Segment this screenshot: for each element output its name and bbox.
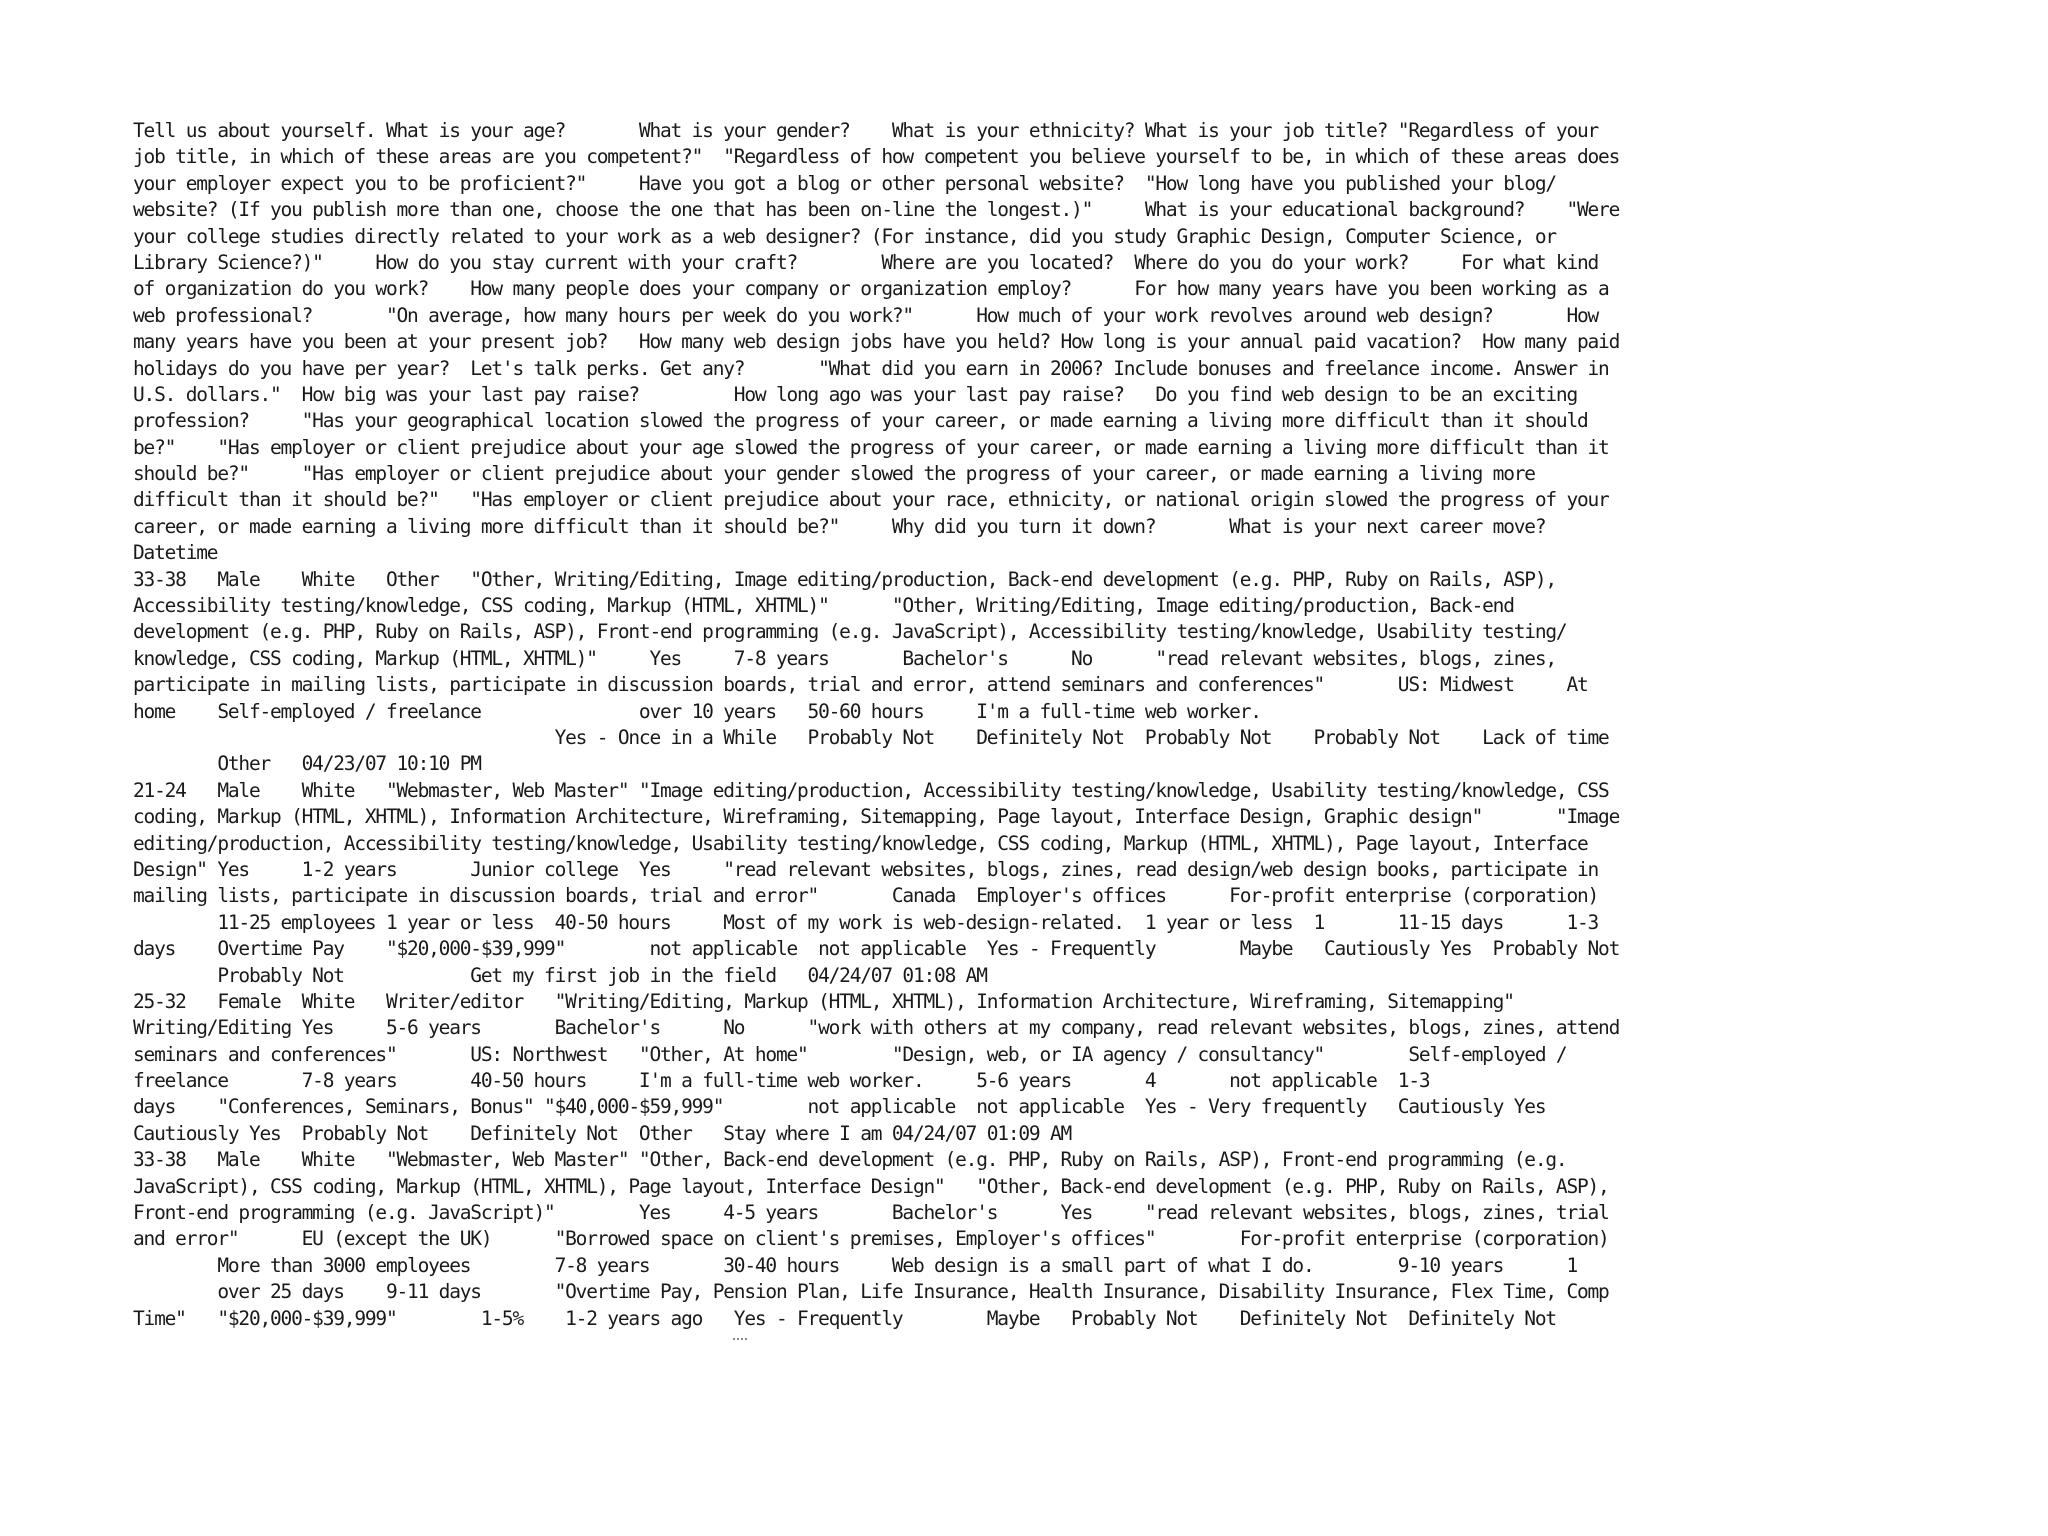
document-line: Yes - Once in a While Probably Not Definitely Not Probably Not Probably Not Lack of time: [133, 725, 1609, 749]
document-line: profession? "Has your geographical location slowed the progress of your career, or made earning a living more difficult than it should: [133, 409, 1588, 433]
document-line: Datetime: [133, 541, 218, 565]
document-line: Probably Not Get my first job in the field 04/24/07 01:08 AM: [133, 963, 987, 987]
document-line: seminars and conferences" US: Northwest "Other, At home" "Design, web, or IA agency / consultancy" Self-employed /: [133, 1042, 1567, 1066]
document-line: days "Conferences, Seminars, Bonus" "$40,000-$59,999" not applicable not applicable Yes - Very frequently Cautiously Yes: [133, 1095, 1546, 1119]
document-line: knowledge, CSS coding, Markup (HTML, XHTML)" Yes 7-8 years Bachelor's No "read relevant websites, blogs, zines,: [133, 646, 1556, 670]
document-line: 11-25 employees 1 year or less 40-50 hours Most of my work is web-design-related. 1 year or less 1 11-15 days 1-3: [133, 910, 1599, 934]
document-line: Writing/Editing Yes 5-6 years Bachelor's No "work with others at my company, read relevant websites, blogs, zines, attend: [133, 1016, 1620, 1040]
document-line: should be?" "Has employer or client prejudice about your gender slowed the progress of your career, or made earning a living more: [133, 462, 1535, 486]
document-line: website? (If you publish more than one, choose the one that has been on-line the longest.)" What is your educational background? "Were: [133, 198, 1620, 222]
document-line: development (e.g. PHP, Ruby on Rails, ASP), Front-end programming (e.g. JavaScript), Accessibility testing/knowledge, Usability testing/: [133, 620, 1567, 644]
document-line: Tell us about yourself. What is your age? What is your gender? What is your ethnicity? What is your job title? "Regardless of your: [133, 119, 1599, 142]
document-line: Accessibility testing/knowledge, CSS coding, Markup (HTML, XHTML)" "Other, Writing/Editing, Image editing/production, Back-end: [133, 594, 1514, 618]
document-line: and error" EU (except the UK) "Borrowed space on client's premises, Employer's offices" For-profit enterprise (corporation): [133, 1227, 1609, 1251]
document-line: coding, Markup (HTML, XHTML), Information Architecture, Wireframing, Sitemapping, Page layout, Interface Design, Graphic design" "Image: [133, 805, 1620, 829]
document-line: mailing lists, participate in discussion boards, trial and error" Canada Employer's offices For-profit enterprise (corporation): [133, 884, 1599, 908]
cutoff-text-fragment: [733, 1338, 747, 1343]
document-line: Front-end programming (e.g. JavaScript)" Yes 4-5 years Bachelor's Yes "read relevant websites, blogs, zines, trial: [133, 1201, 1609, 1225]
document-line: Library Science?)" How do you stay current with your craft? Where are you located? Where do you do your work? For what kind: [133, 250, 1599, 274]
document-line: More than 3000 employees 7-8 years 30-40 hours Web design is a small part of what I do. 9-10 years 1: [133, 1253, 1577, 1277]
document-line: freelance 7-8 years 40-50 hours I'm a full-time web worker. 5-6 years 4 not applicable 1-3: [133, 1069, 1430, 1093]
document-line: career, or made earning a living more difficult than it should be?" Why did you turn it down? What is your next career move?: [133, 514, 1546, 538]
document-line: web professional? "On average, how many hours per week do you work?" How much of your work revolves around web design? How: [133, 303, 1599, 327]
document-line: 25-32 Female White Writer/editor "Writing/Editing, Markup (HTML, XHTML), Information Architecture, Wireframing, Sitemapping": [133, 989, 1514, 1013]
document-line: U.S. dollars." How big was your last pay raise? How long ago was your last pay raise? Do you find web design to be an exciting: [133, 382, 1577, 406]
document-line: Design" Yes 1-2 years Junior college Yes "read relevant websites, blogs, zines, read design/web design books, participate in: [133, 857, 1599, 881]
document-line: JavaScript), CSS coding, Markup (HTML, XHTML), Page layout, Interface Design" "Other, Back-end development (e.g. PHP, Ruby on Rails, ASP),: [133, 1174, 1609, 1198]
document-line: home Self-employed / freelance over 10 years 50-60 hours I'm a full-time web worker.: [133, 699, 1261, 723]
document-line: job title, in which of these areas are you competent?" "Regardless of how competent you believe yourself to be, in which of these areas does: [133, 145, 1620, 169]
document-line: your college studies directly related to your work as a web designer? (For instance, did you study Graphic Design, Computer Science, or: [133, 224, 1556, 248]
document-line: days Overtime Pay "$20,000-$39,999" not applicable not applicable Yes - Frequently Maybe Cautiously Yes Probably Not: [133, 937, 1620, 961]
document-line: Other 04/23/07 10:10 PM: [133, 752, 481, 776]
document-line: 33-38 Male White "Webmaster, Web Master" "Other, Back-end development (e.g. PHP, Ruby on Rails, ASP), Front-end programming (e.g.: [133, 1148, 1567, 1172]
document-line: participate in mailing lists, participate in discussion boards, trial and error, attend seminars and conferences" US: Midwest At: [133, 673, 1588, 697]
document-line: of organization do you work? How many people does your company or organization employ? For how many years have you been working as a: [133, 277, 1609, 301]
document-line: Cautiously Yes Probably Not Definitely Not Other Stay where I am 04/24/07 01:09 AM: [133, 1121, 1072, 1145]
document-line: many years have you been at your present job? How many web design jobs have you held? How long is your annual paid vacation? How many paid: [133, 330, 1620, 354]
document-line: 21-24 Male White "Webmaster, Web Master" "Image editing/production, Accessibility testing/knowledge, Usability testing/knowledge, CSS: [133, 778, 1609, 802]
document-line: be?" "Has employer or client prejudice about your age slowed the progress of your career, or made earning a living more difficult than it: [133, 435, 1609, 459]
document-body: [133, 118, 1783, 1332]
document-line: editing/production, Accessibility testing/knowledge, Usability testing/knowledge, CSS coding, Markup (HTML, XHTML), Page layout, Interface: [133, 831, 1588, 855]
document-line: over 25 days 9-11 days "Overtime Pay, Pension Plan, Life Insurance, Health Insurance, Disability Insurance, Flex Time, Comp: [133, 1280, 1609, 1304]
document-line: Time" "$20,000-$39,999" 1-5% 1-2 years ago Yes - Frequently Maybe Probably Not Definitely Not Definitely Not: [133, 1306, 1556, 1330]
document-line: holidays do you have per year? Let's talk perks. Get any? "What did you earn in 2006? Include bonuses and freelance income. Answer in: [133, 356, 1609, 380]
document-line: difficult than it should be?" "Has employer or client prejudice about your race, ethnicity, or national origin slowed the progress of your: [133, 488, 1609, 512]
document-line: your employer expect you to be proficient?" Have you got a blog or other personal website? "How long have you published your blog/: [133, 171, 1556, 195]
document-line: 33-38 Male White Other "Other, Writing/Editing, Image editing/production, Back-end development (e.g. PHP, Ruby on Rails, ASP),: [133, 567, 1556, 591]
